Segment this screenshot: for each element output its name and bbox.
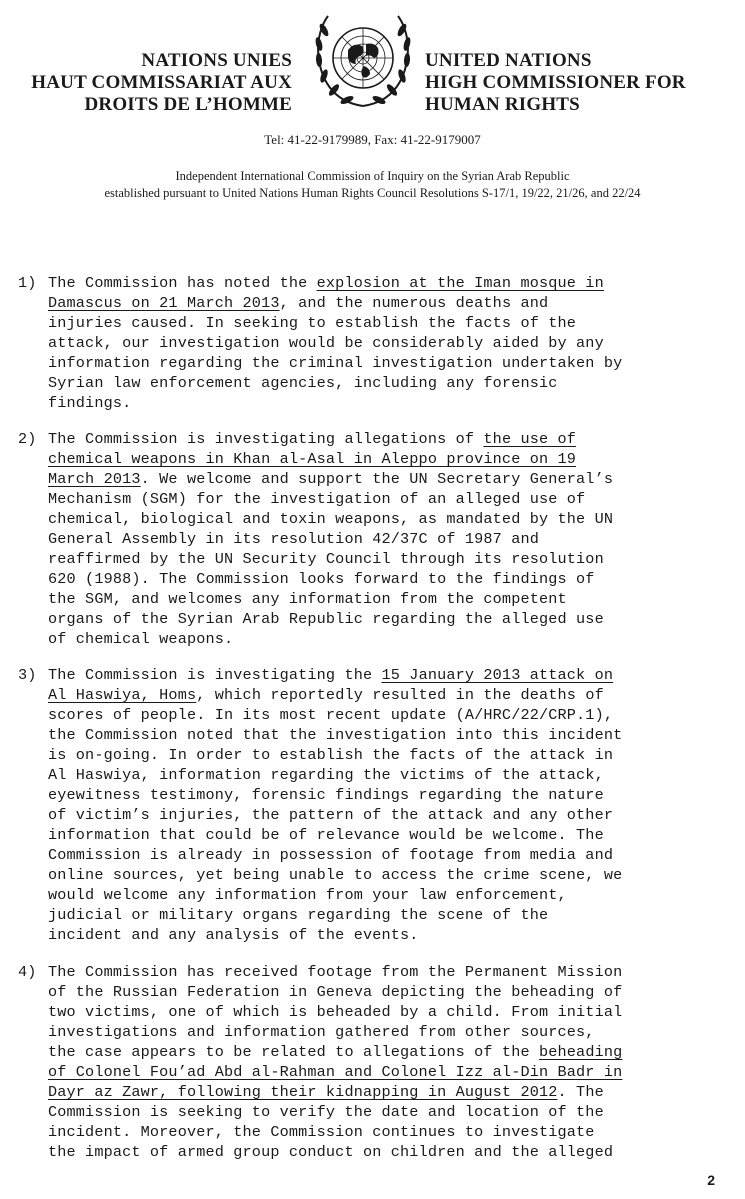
paragraph-line (18, 1102, 718, 1122)
text-segment: The Commission has received footage from the Permanent Mission (48, 963, 623, 981)
paragraph-line (18, 1022, 718, 1042)
text-segment: attack, our investigation would be considerably aided by any (48, 334, 604, 352)
text-segment: eyewitness testimony, forensic findings regarding the nature (48, 786, 604, 804)
text-segment: Mechanism (SGM) for the investigation of an alleged use of (48, 490, 586, 508)
paragraph-number: 3) (18, 666, 37, 684)
paragraph-line (18, 509, 718, 529)
paragraph-line (18, 1082, 718, 1102)
text-segment: Syrian law enforcement agencies, including any forensic (48, 374, 558, 392)
header-left-line: HAUT COMMISSARIAT AUX (31, 72, 292, 93)
text-segment: . We welcome and support the UN Secretary General’s (140, 470, 614, 488)
text-segment: the impact of armed group conduct on children and the alleged (48, 1143, 614, 1161)
underlined-text: 15 January 2013 attack on (381, 666, 614, 684)
text-segment: Commission is seeking to verify the date and location of the (48, 1103, 604, 1121)
text-segment: online sources, yet being unable to access the crime scene, we (48, 866, 623, 884)
text-segment: information regarding the criminal investigation undertaken by (48, 354, 623, 372)
text-segment: the case appears to be related to allegations of the (48, 1043, 539, 1061)
text-segment: the Commission noted that the investigation into this incident (48, 726, 623, 744)
paragraph-line (18, 825, 718, 845)
text-segment: General Assembly in its resolution 42/37C of 1987 and (48, 530, 539, 548)
paragraph-line (18, 785, 718, 805)
text-segment: reaffirmed by the UN Security Council through its resolution (48, 550, 604, 568)
contact-line: Tel: 41-22-9179989, Fax: 41-22-9179007 (264, 132, 481, 147)
subtitle-line: Independent International Commission of Inquiry on the Syrian Arab Republic (175, 169, 570, 183)
header-left-french (31, 50, 292, 116)
text-segment: two victims, one of which is beheaded by a child. From initial (48, 1003, 623, 1021)
underlined-text: the use of (483, 430, 577, 448)
text-segment: , which reportedly resulted in the deaths of (196, 686, 604, 704)
text-segment: 620 (1988). The Commission looks forward to the findings of (48, 570, 595, 588)
paragraph-line (18, 449, 718, 469)
header-right-line: UNITED NATIONS (425, 50, 592, 71)
underlined-text: Dayr az Zawr, following their kidnapping in August 2012 (48, 1083, 558, 1101)
paragraph-3 (18, 665, 718, 945)
paragraph-line (18, 685, 718, 705)
underlined-text: March 2013 (48, 470, 141, 488)
text-segment: incident. Moreover, the Commission continues to investigate (48, 1123, 595, 1141)
paragraph-line (18, 885, 718, 905)
paragraph-line (18, 293, 718, 313)
underlined-text: beheading (539, 1043, 623, 1061)
text-segment: of the Russian Federation in Geneva depicting the beheading of (48, 983, 623, 1001)
text-segment: , and the numerous deaths and (279, 294, 549, 312)
paragraph-line (18, 905, 718, 925)
text-segment: of chemical weapons. (48, 630, 234, 648)
text-segment: findings. (48, 394, 132, 412)
underlined-text: Al Haswiya, Homs (48, 686, 197, 704)
paragraph-line (18, 705, 718, 725)
text-segment: information that could be of relevance would be welcome. The (48, 826, 604, 844)
paragraph-line (18, 665, 718, 685)
text-segment: is on-going. In order to establish the facts of the attack in (48, 746, 614, 764)
text-segment: injuries caused. In seeking to establish the facts of the (48, 314, 577, 332)
header-left-line: DROITS DE L’HOMME (84, 94, 292, 115)
paragraph-line (18, 333, 718, 353)
paragraph-line (18, 745, 718, 765)
paragraph-line (18, 353, 718, 373)
paragraph-line (18, 469, 718, 489)
text-segment: scores of people. In its most recent update (A/HRC/22/CRP.1), (48, 706, 614, 724)
paragraph-line (18, 609, 718, 629)
paragraph-line (18, 725, 718, 745)
underlined-text: chemical weapons in Khan al-Asal in Aleppo province on 19 (48, 450, 577, 468)
text-segment: organs of the Syrian Arab Republic regarding the alleged use (48, 610, 604, 628)
subtitle-line: established pursuant to United Nations Human Rights Council Resolutions S-17/1, 19/22, 21/26, and 22/24 (104, 186, 641, 200)
paragraph-line (18, 373, 718, 393)
underlined-text: explosion at the Iman mosque in (316, 274, 604, 292)
paragraph-line (18, 865, 718, 885)
paragraph-line (18, 805, 718, 825)
paragraph-line (18, 1042, 718, 1062)
paragraph-line (18, 549, 718, 569)
paragraph-line (18, 765, 718, 785)
text-segment: The Commission is investigating the (48, 666, 382, 684)
paragraph-number: 2) (18, 430, 37, 448)
paragraph-line (18, 313, 718, 333)
paragraph-line (18, 629, 718, 649)
underlined-text: Damascus on 21 March 2013 (48, 294, 280, 312)
underlined-text: of Colonel Fou’ad Abd al-Rahman and Colonel Izz al-Din Badr in (48, 1063, 623, 1081)
text-segment: chemical, biological and toxin weapons, as mandated by the UN (48, 510, 614, 528)
paragraph-2 (18, 429, 718, 649)
paragraph-line (18, 589, 718, 609)
text-segment: Al Haswiya, information regarding the victims of the attack, (48, 766, 604, 784)
paragraph-line (18, 273, 718, 293)
paragraph-1 (18, 273, 718, 413)
paragraph-line (18, 529, 718, 549)
paragraph-line (18, 393, 718, 413)
page-number: 2 (707, 1172, 715, 1188)
header-right-line: HUMAN RIGHTS (425, 94, 580, 115)
text-segment: would welcome any information from your law enforcement, (48, 886, 567, 904)
text-segment: the SGM, and welcomes any information from the competent (48, 590, 567, 608)
text-segment: investigations and information gathered from other sources, (48, 1023, 595, 1041)
paragraph-4 (18, 962, 718, 1162)
paragraph-line (18, 1062, 718, 1082)
paragraph-line (18, 962, 718, 982)
paragraph-line (18, 569, 718, 589)
header-right-line: HIGH COMMISSIONER FOR (425, 72, 686, 93)
paragraph-line (18, 489, 718, 509)
paragraph-line (18, 1142, 718, 1162)
un-emblem-icon (304, 10, 422, 122)
text-segment: judicial or military organs regarding the scene of the (48, 906, 549, 924)
commission-subtitle (0, 168, 745, 202)
paragraph-line (18, 925, 718, 945)
paragraph-number: 4) (18, 963, 37, 981)
text-segment: . The (557, 1083, 604, 1101)
header-left-line: NATIONS UNIES (141, 50, 292, 71)
header-right-english (425, 50, 686, 116)
text-segment: The Commission is investigating allegations of (48, 430, 484, 448)
paragraph-line (18, 429, 718, 449)
paragraph-line (18, 1122, 718, 1142)
paragraph-line (18, 845, 718, 865)
paragraph-line (18, 982, 718, 1002)
text-segment: of victim’s injuries, the pattern of the attack and any other (48, 806, 614, 824)
text-segment: incident and any analysis of the events. (48, 926, 419, 944)
paragraph-number: 1) (18, 274, 37, 292)
text-segment: The Commission has noted the (48, 274, 317, 292)
text-segment: Commission is already in possession of footage from media and (48, 846, 614, 864)
paragraph-line (18, 1002, 718, 1022)
